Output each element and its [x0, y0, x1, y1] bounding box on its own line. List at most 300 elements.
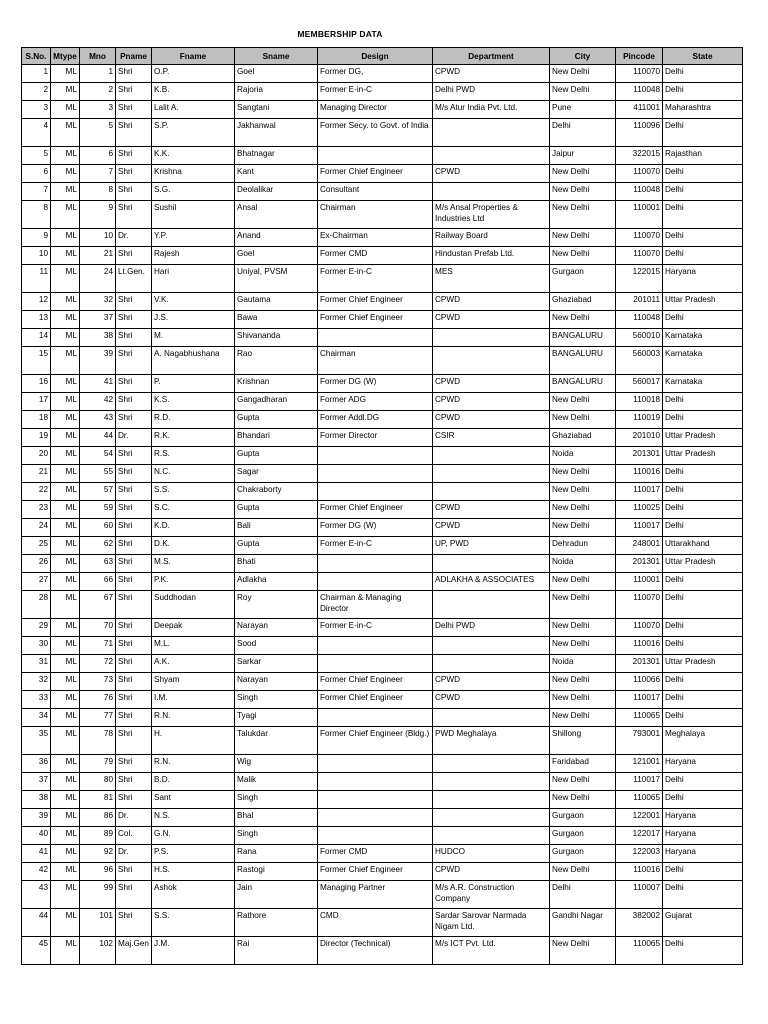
cell-design: Former CMD: [318, 247, 433, 265]
table-row: [22, 411, 743, 429]
cell-department: Railway Board: [433, 229, 550, 247]
cell-fname: R.N.: [152, 755, 235, 773]
cell-state: Delhi: [663, 183, 743, 201]
table-row: [22, 519, 743, 537]
cell-state: Karnataka: [663, 347, 743, 375]
cell-sname: Gupta: [235, 537, 318, 555]
cell-sno: 38: [22, 791, 51, 809]
cell-state: Uttar Pradesh: [663, 555, 743, 573]
cell-design: Consultant: [318, 183, 433, 201]
cell-department: CPWD: [433, 165, 550, 183]
col-header-sname: Sname: [235, 48, 318, 65]
cell-pname: Shri: [116, 727, 152, 755]
cell-sno: 14: [22, 329, 51, 347]
cell-pname: Shri: [116, 201, 152, 229]
cell-state: Haryana: [663, 265, 743, 293]
cell-design: [318, 637, 433, 655]
cell-design: [318, 755, 433, 773]
cell-pname: Shri: [116, 909, 152, 937]
cell-pincode: 110025: [616, 501, 663, 519]
cell-fname: M.: [152, 329, 235, 347]
cell-state: Delhi: [663, 201, 743, 229]
cell-state: Delhi: [663, 165, 743, 183]
cell-sno: 16: [22, 375, 51, 393]
cell-design: Former ADG: [318, 393, 433, 411]
cell-pname: Shri: [116, 591, 152, 619]
cell-sname: Gupta: [235, 447, 318, 465]
cell-state: Delhi: [663, 691, 743, 709]
cell-fname: P.K.: [152, 573, 235, 591]
cell-department: [433, 755, 550, 773]
cell-pincode: 110070: [616, 619, 663, 637]
cell-sno: 6: [22, 165, 51, 183]
cell-mno: 21: [80, 247, 116, 265]
table-row: [22, 83, 743, 101]
cell-department: [433, 147, 550, 165]
cell-pname: Lt.Gen.: [116, 265, 152, 293]
cell-design: Former DG (W): [318, 375, 433, 393]
table-row: [22, 265, 743, 293]
cell-pname: Shri: [116, 165, 152, 183]
cell-sno: 45: [22, 937, 51, 965]
cell-pname: Dr.: [116, 229, 152, 247]
cell-city: New Delhi: [550, 393, 616, 411]
cell-department: CPWD: [433, 311, 550, 329]
cell-mno: 62: [80, 537, 116, 555]
table-row: [22, 293, 743, 311]
cell-pincode: 560003: [616, 347, 663, 375]
cell-state: Uttar Pradesh: [663, 429, 743, 447]
cell-fname: O.P.: [152, 65, 235, 83]
col-header-design: Design: [318, 48, 433, 65]
cell-mtype: ML: [51, 347, 80, 375]
cell-pname: Shri: [116, 483, 152, 501]
cell-sname: Bhatnagar: [235, 147, 318, 165]
cell-state: Delhi: [663, 881, 743, 909]
cell-sno: 18: [22, 411, 51, 429]
cell-city: New Delhi: [550, 863, 616, 881]
table-row: [22, 465, 743, 483]
cell-fname: K.D.: [152, 519, 235, 537]
cell-city: New Delhi: [550, 247, 616, 265]
table-row: [22, 429, 743, 447]
table-row: [22, 375, 743, 393]
cell-fname: Shyam: [152, 673, 235, 691]
table-row: [22, 347, 743, 375]
cell-sname: Rathore: [235, 909, 318, 937]
cell-sno: 34: [22, 709, 51, 727]
cell-mtype: ML: [51, 201, 80, 229]
cell-fname: Y.P.: [152, 229, 235, 247]
cell-sname: Rajoria: [235, 83, 318, 101]
cell-pname: Shri: [116, 147, 152, 165]
cell-city: New Delhi: [550, 519, 616, 537]
cell-pname: Shri: [116, 119, 152, 147]
cell-mno: 7: [80, 165, 116, 183]
cell-state: Delhi: [663, 591, 743, 619]
cell-mtype: ML: [51, 555, 80, 573]
cell-fname: Krishna: [152, 165, 235, 183]
cell-fname: Sant: [152, 791, 235, 809]
cell-city: New Delhi: [550, 165, 616, 183]
cell-mno: 1: [80, 65, 116, 83]
cell-design: [318, 147, 433, 165]
cell-mtype: ML: [51, 863, 80, 881]
cell-state: Delhi: [663, 673, 743, 691]
cell-department: UP, PWD: [433, 537, 550, 555]
cell-state: Delhi: [663, 773, 743, 791]
cell-sname: Bhandari: [235, 429, 318, 447]
cell-mno: 73: [80, 673, 116, 691]
cell-mtype: ML: [51, 329, 80, 347]
cell-department: [433, 655, 550, 673]
cell-fname: J.M.: [152, 937, 235, 965]
cell-mtype: ML: [51, 881, 80, 909]
cell-mno: 78: [80, 727, 116, 755]
cell-department: Delhi PWD: [433, 619, 550, 637]
cell-sname: Kant: [235, 165, 318, 183]
cell-department: Delhi PWD: [433, 83, 550, 101]
cell-pincode: 110065: [616, 791, 663, 809]
cell-department: M/s A.R. Construction Company: [433, 881, 550, 909]
cell-design: [318, 655, 433, 673]
cell-state: Delhi: [663, 465, 743, 483]
cell-city: Noida: [550, 447, 616, 465]
cell-pincode: 560010: [616, 329, 663, 347]
cell-fname: S.P.: [152, 119, 235, 147]
cell-mno: 92: [80, 845, 116, 863]
cell-pname: Shri: [116, 755, 152, 773]
cell-fname: B.D.: [152, 773, 235, 791]
cell-design: [318, 483, 433, 501]
cell-mno: 38: [80, 329, 116, 347]
cell-sno: 11: [22, 265, 51, 293]
cell-pincode: 322015: [616, 147, 663, 165]
cell-sname: Bali: [235, 519, 318, 537]
cell-sno: 33: [22, 691, 51, 709]
cell-department: [433, 555, 550, 573]
cell-mno: 55: [80, 465, 116, 483]
cell-sname: Shivananda: [235, 329, 318, 347]
cell-sno: 36: [22, 755, 51, 773]
cell-design: Former Secy. to Govt. of India: [318, 119, 433, 147]
cell-mno: 8: [80, 183, 116, 201]
cell-mtype: ML: [51, 773, 80, 791]
cell-fname: Lalit A.: [152, 101, 235, 119]
cell-city: Delhi: [550, 881, 616, 909]
cell-city: New Delhi: [550, 229, 616, 247]
cell-pname: Shri: [116, 501, 152, 519]
cell-sno: 13: [22, 311, 51, 329]
cell-pname: Dr.: [116, 845, 152, 863]
table-row: [22, 329, 743, 347]
cell-sname: Singh: [235, 791, 318, 809]
cell-mno: 10: [80, 229, 116, 247]
cell-sno: 17: [22, 393, 51, 411]
col-header-pname: Pname: [116, 48, 152, 65]
table-row: [22, 863, 743, 881]
cell-fname: Ashok: [152, 881, 235, 909]
cell-pname: Shri: [116, 573, 152, 591]
cell-sname: Singh: [235, 827, 318, 845]
cell-mtype: ML: [51, 673, 80, 691]
cell-design: Former E-in-C: [318, 265, 433, 293]
cell-mno: 43: [80, 411, 116, 429]
cell-sname: Gupta: [235, 411, 318, 429]
cell-sno: 44: [22, 909, 51, 937]
cell-design: [318, 709, 433, 727]
cell-sno: 1: [22, 65, 51, 83]
cell-fname: R.S.: [152, 447, 235, 465]
cell-city: Delhi: [550, 119, 616, 147]
cell-sno: 10: [22, 247, 51, 265]
cell-pincode: 110017: [616, 519, 663, 537]
cell-sname: Adlakha: [235, 573, 318, 591]
cell-pincode: 122001: [616, 809, 663, 827]
cell-pname: Shri: [116, 691, 152, 709]
cell-state: Haryana: [663, 809, 743, 827]
cell-design: [318, 809, 433, 827]
cell-state: Delhi: [663, 483, 743, 501]
col-header-sno: S.No.: [22, 48, 51, 65]
cell-sno: 24: [22, 519, 51, 537]
cell-mtype: ML: [51, 591, 80, 619]
cell-mtype: ML: [51, 411, 80, 429]
cell-sno: 29: [22, 619, 51, 637]
cell-state: Delhi: [663, 247, 743, 265]
table-row: [22, 555, 743, 573]
cell-city: New Delhi: [550, 65, 616, 83]
cell-city: Pune: [550, 101, 616, 119]
cell-design: [318, 555, 433, 573]
cell-city: New Delhi: [550, 637, 616, 655]
cell-mno: 81: [80, 791, 116, 809]
cell-city: BANGALURU: [550, 375, 616, 393]
cell-department: PWD Meghalaya: [433, 727, 550, 755]
cell-mno: 102: [80, 937, 116, 965]
table-row: [22, 183, 743, 201]
cell-design: Managing Partner: [318, 881, 433, 909]
cell-pincode: 201301: [616, 555, 663, 573]
cell-state: Maharashtra: [663, 101, 743, 119]
cell-pname: Shri: [116, 655, 152, 673]
cell-mno: 44: [80, 429, 116, 447]
cell-pincode: 121001: [616, 755, 663, 773]
cell-department: [433, 773, 550, 791]
cell-state: Delhi: [663, 937, 743, 965]
cell-department: [433, 119, 550, 147]
cell-pincode: 110065: [616, 709, 663, 727]
cell-design: Director (Technical): [318, 937, 433, 965]
cell-state: Uttarakhand: [663, 537, 743, 555]
cell-state: Delhi: [663, 709, 743, 727]
cell-pincode: 560017: [616, 375, 663, 393]
cell-pname: Dr.: [116, 809, 152, 827]
cell-design: Ex-Chairman: [318, 229, 433, 247]
table-row: [22, 727, 743, 755]
cell-fname: H.S.: [152, 863, 235, 881]
cell-mno: 37: [80, 311, 116, 329]
table-row: [22, 119, 743, 147]
cell-design: Chairman: [318, 347, 433, 375]
cell-mtype: ML: [51, 709, 80, 727]
cell-mtype: ML: [51, 755, 80, 773]
cell-mtype: ML: [51, 691, 80, 709]
cell-mtype: ML: [51, 447, 80, 465]
cell-sname: Wig: [235, 755, 318, 773]
cell-department: CPWD: [433, 393, 550, 411]
cell-department: [433, 809, 550, 827]
cell-city: Gurgaon: [550, 809, 616, 827]
cell-mtype: ML: [51, 537, 80, 555]
cell-department: [433, 791, 550, 809]
cell-fname: V.K.: [152, 293, 235, 311]
cell-sname: Goel: [235, 247, 318, 265]
cell-city: New Delhi: [550, 791, 616, 809]
cell-mno: 63: [80, 555, 116, 573]
cell-city: New Delhi: [550, 691, 616, 709]
cell-mtype: ML: [51, 909, 80, 937]
cell-design: Former Chief Engineer: [318, 673, 433, 691]
cell-fname: K.K.: [152, 147, 235, 165]
cell-pincode: 201010: [616, 429, 663, 447]
cell-state: Haryana: [663, 755, 743, 773]
cell-mno: 32: [80, 293, 116, 311]
cell-pincode: 110066: [616, 673, 663, 691]
cell-pincode: 110001: [616, 201, 663, 229]
cell-sname: Talukdar: [235, 727, 318, 755]
cell-city: Gurgaon: [550, 827, 616, 845]
cell-mtype: ML: [51, 165, 80, 183]
cell-pincode: 110017: [616, 691, 663, 709]
cell-pname: Shri: [116, 673, 152, 691]
cell-pname: Col.: [116, 827, 152, 845]
cell-mno: 86: [80, 809, 116, 827]
cell-department: M/s Atur India Pvt. Ltd.: [433, 101, 550, 119]
cell-sno: 12: [22, 293, 51, 311]
cell-state: Delhi: [663, 119, 743, 147]
table-body: [22, 65, 743, 965]
cell-mno: 9: [80, 201, 116, 229]
cell-mno: 89: [80, 827, 116, 845]
cell-department: [433, 709, 550, 727]
cell-mtype: ML: [51, 429, 80, 447]
cell-mtype: ML: [51, 637, 80, 655]
header-row: [22, 48, 743, 65]
cell-mtype: ML: [51, 393, 80, 411]
cell-department: MES: [433, 265, 550, 293]
cell-pincode: 110048: [616, 183, 663, 201]
cell-mtype: ML: [51, 809, 80, 827]
cell-city: New Delhi: [550, 591, 616, 619]
cell-mtype: ML: [51, 147, 80, 165]
table-row: [22, 483, 743, 501]
cell-department: CPWD: [433, 863, 550, 881]
cell-state: Delhi: [663, 229, 743, 247]
cell-department: M/s Ansal Properties & Industries Ltd: [433, 201, 550, 229]
cell-state: Uttar Pradesh: [663, 293, 743, 311]
table-row: [22, 655, 743, 673]
table-row: [22, 65, 743, 83]
col-header-fname: Fname: [152, 48, 235, 65]
cell-pincode: 110016: [616, 863, 663, 881]
table-row: [22, 619, 743, 637]
table-row: [22, 591, 743, 619]
table-row: [22, 827, 743, 845]
cell-fname: A.K.: [152, 655, 235, 673]
cell-department: Hindustan Prefab Ltd.: [433, 247, 550, 265]
cell-fname: Deepak: [152, 619, 235, 637]
cell-pname: Shri: [116, 329, 152, 347]
cell-state: Delhi: [663, 863, 743, 881]
cell-department: [433, 827, 550, 845]
cell-mtype: ML: [51, 619, 80, 637]
cell-pname: Shri: [116, 709, 152, 727]
cell-mno: 41: [80, 375, 116, 393]
cell-sname: Malik: [235, 773, 318, 791]
cell-sno: 7: [22, 183, 51, 201]
col-header-pincode: Pincode: [616, 48, 663, 65]
cell-mno: 72: [80, 655, 116, 673]
cell-city: New Delhi: [550, 183, 616, 201]
cell-pname: Shri: [116, 411, 152, 429]
cell-pincode: 110016: [616, 637, 663, 655]
col-header-mno: Mno: [80, 48, 116, 65]
cell-pname: Shri: [116, 863, 152, 881]
cell-department: Sardar Sarovar Narmada Nigam Ltd.: [433, 909, 550, 937]
cell-mtype: ML: [51, 311, 80, 329]
cell-mno: 80: [80, 773, 116, 791]
cell-state: Haryana: [663, 827, 743, 845]
cell-pincode: 110096: [616, 119, 663, 147]
cell-department: CPWD: [433, 673, 550, 691]
cell-department: CPWD: [433, 411, 550, 429]
cell-sno: 5: [22, 147, 51, 165]
cell-mno: 77: [80, 709, 116, 727]
cell-pname: Shri: [116, 465, 152, 483]
cell-sname: Sood: [235, 637, 318, 655]
cell-fname: Hari: [152, 265, 235, 293]
cell-department: [433, 483, 550, 501]
cell-sno: 32: [22, 673, 51, 691]
cell-fname: R.N.: [152, 709, 235, 727]
cell-state: Delhi: [663, 519, 743, 537]
cell-pincode: 201301: [616, 655, 663, 673]
cell-department: ADLAKHA & ASSOCIATES: [433, 573, 550, 591]
cell-design: Former DG (W): [318, 519, 433, 537]
cell-design: Former E-in-C: [318, 83, 433, 101]
cell-pincode: 110019: [616, 411, 663, 429]
cell-city: Gurgaon: [550, 265, 616, 293]
cell-sno: 31: [22, 655, 51, 673]
cell-design: [318, 827, 433, 845]
cell-mno: 59: [80, 501, 116, 519]
table-row: [22, 501, 743, 519]
cell-mtype: ML: [51, 119, 80, 147]
cell-mno: 70: [80, 619, 116, 637]
cell-sname: Bawa: [235, 311, 318, 329]
cell-pincode: 122015: [616, 265, 663, 293]
cell-sname: Uniyal, PVSM: [235, 265, 318, 293]
cell-sno: 3: [22, 101, 51, 119]
cell-design: Former Chief Engineer: [318, 501, 433, 519]
cell-mtype: ML: [51, 519, 80, 537]
cell-pincode: 110070: [616, 591, 663, 619]
cell-sno: 40: [22, 827, 51, 845]
cell-fname: S.S.: [152, 909, 235, 937]
cell-city: New Delhi: [550, 411, 616, 429]
cell-city: Dehradun: [550, 537, 616, 555]
